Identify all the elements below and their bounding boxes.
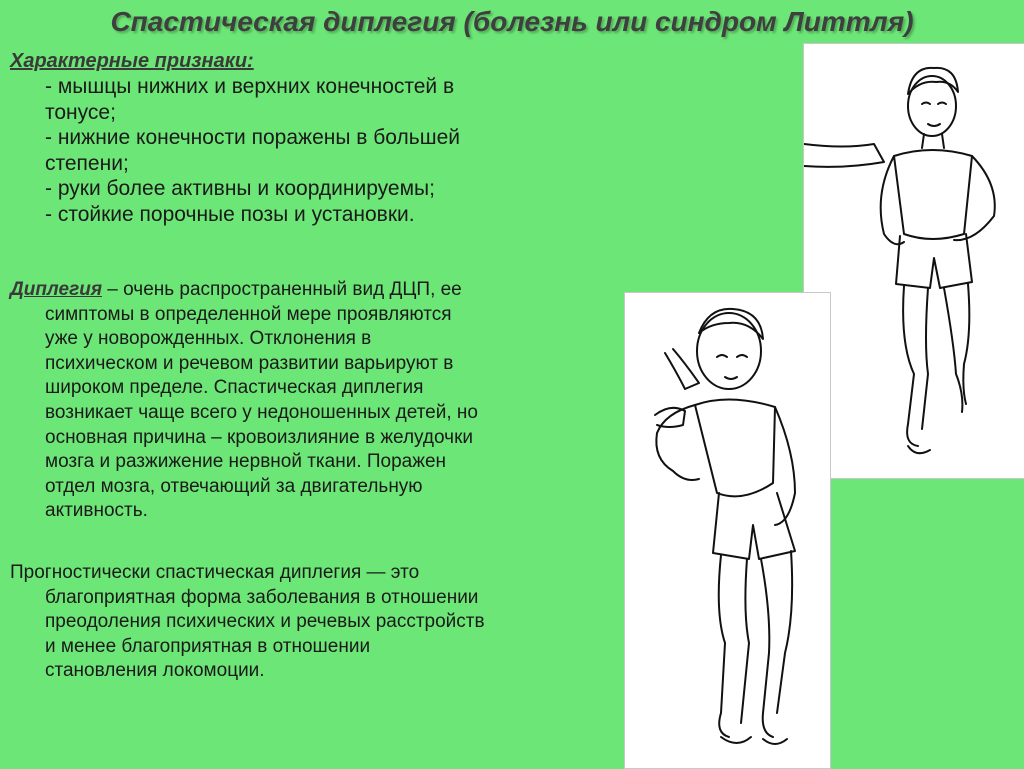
features-item: - мышцы нижних и верхних конечностей в xyxy=(45,75,455,98)
diplegia-line: широком пределе. Спастическая диплегия xyxy=(45,377,424,399)
features-item: - руки более активны и координируемы; xyxy=(45,177,435,200)
diplegia-line: мозга и разжижение нервной ткани. Поражен xyxy=(45,451,447,473)
diplegia-paragraph xyxy=(10,278,600,524)
diplegia-line: уже у новорожденных. Отклонения в xyxy=(45,328,372,350)
features-item: степени; xyxy=(45,151,129,175)
diplegia-line: психическом и речевом развитии варьируют в xyxy=(45,352,454,374)
features-item: тонусе; xyxy=(45,100,116,124)
prognosis-line: преодоления психических и речевых расстройств xyxy=(45,611,485,633)
prognosis-paragraph xyxy=(10,561,600,684)
diplegia-line: активность. xyxy=(45,500,148,522)
illustration-child-standing xyxy=(803,43,1024,479)
diplegia-line: возникает чаще всего у недоношенных детей, но xyxy=(45,401,478,423)
diplegia-line: отдел мозга, отвечающий за двигательную xyxy=(45,475,423,497)
diplegia-line: основная причина – кровоизлияние в желудочки xyxy=(45,426,473,448)
child-walking-drawing xyxy=(625,293,830,768)
slide-title: Спастическая диплегия (болезнь или синдром Литтля) xyxy=(110,6,914,37)
diplegia-line: – очень распространенный вид ДЦП, ее xyxy=(102,279,462,300)
prognosis-line: Прогностически спастическая диплегия — это xyxy=(10,562,420,583)
prognosis-line: становления локомоции. xyxy=(45,660,265,682)
prognosis-line: и менее благоприятная в отношении xyxy=(45,635,371,657)
child-standing-drawing xyxy=(804,44,1024,478)
prognosis-line: благоприятная форма заболевания в отношении xyxy=(45,586,479,608)
features-item: - стойкие порочные позы и установки. xyxy=(45,202,415,226)
illustration-child-walking xyxy=(624,292,831,769)
diplegia-line: симптомы в определенной мере проявляются xyxy=(45,303,452,325)
features-heading: Характерные признаки: xyxy=(10,50,254,72)
features-item: - нижние конечности поражены в большей xyxy=(45,126,460,149)
diplegia-term: Диплегия xyxy=(10,279,103,300)
features-list xyxy=(10,48,610,227)
